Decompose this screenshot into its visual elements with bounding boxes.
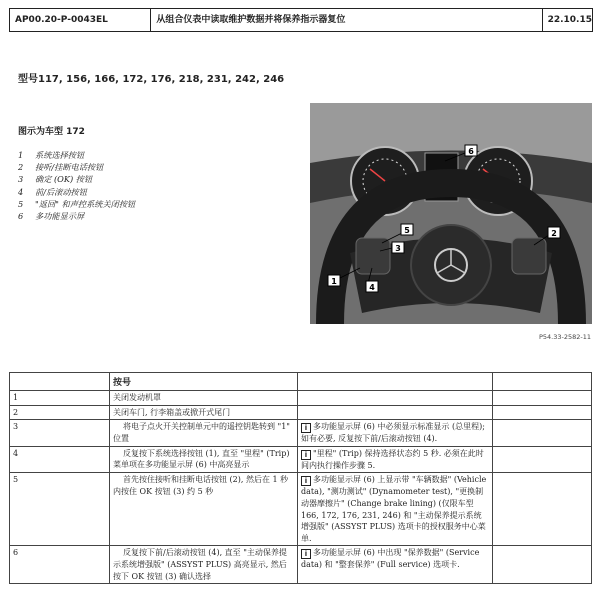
step-instruction: 反复按下前/后滚动按钮 (4), 直至 "主动保养提示系统增强版" (ASSYST PLUS) 高亮显示, 然后按下 OK 按钮 (3) 确认选择 [110,546,298,584]
doc-title: 从组合仪表中读取维护数据并将保养指示器复位 [151,9,542,31]
callout-3: 3 [395,244,401,253]
doc-id: AP00.20-P-0043EL [10,9,151,31]
step-number: 3 [10,420,110,447]
display-line-1: 57.8 [434,171,448,178]
callout-1: 1 [331,277,337,286]
legend-item: 1 系统选择按钮 [18,150,85,160]
step-instruction: 将电子点火开关控制单元中的遥控钥匙转到 "1" 位置 [110,420,298,447]
callout-5: 5 [404,226,410,235]
table-row [10,473,592,546]
step-note: 多功能显示屏 (6) 中出现 "保养数据" (Service data) 和 "整套保养" (Full service) 选项卡. [301,548,480,570]
document-header [9,8,593,32]
step-instruction: 反复按下系统选择按钮 (1), 直至 "里程" (Trip) 菜单项在多功能显示屏 (6) 中高亮显示 [110,446,298,473]
table-row [10,446,592,473]
table-row [10,405,592,420]
info-icon: i [301,549,311,559]
model-list: 型号117, 156, 166, 172, 176, 218, 231, 242, 246 [18,74,285,85]
legend-item: 4 前/后滚动按钮 [18,186,87,197]
doc-date: 22.10.15 [547,15,592,25]
legend-item: 3 确定 (OK) 按钮 [18,174,93,185]
step-number: 2 [10,405,110,420]
figure-title: 图示为车型 172 [18,127,85,137]
legend-item: 2 接听/挂断电话按钮 [18,162,104,173]
step-number: 4 [10,446,110,473]
info-icon: i [301,450,311,460]
callout-2: 2 [551,229,557,238]
step-number: 1 [10,391,110,406]
info-icon: i [301,476,311,486]
callout-4: 4 [369,283,375,292]
table-header-row [10,373,592,391]
figure-reference: P54.33-2582-11 [538,333,591,341]
steering-wheel-photo [310,103,592,324]
figure-legend [18,150,135,223]
info-icon: i [301,423,311,433]
step-number: 6 [10,546,110,584]
legend-item: 6 多功能显示屏 [18,210,85,221]
step-instruction: 关闭车门, 行李箱盖或掀开式尾门 [110,405,298,420]
step-number: 5 [10,473,110,546]
step-instruction: 首先按住接听和挂断电话按钮 (2), 然后在 1 秒内按住 OK 按钮 (3) 约 5 秒 [110,473,298,546]
procedure-table [9,372,592,584]
step-note: 多功能显示屏 (6) 上显示带 "车辆数据" (Vehicle data), "测功测试" (Dynamometer test), "更换制动器摩擦片" (Change brake lining) (仅限车型 166, 172, 176, 231, 246) 和 "主动保养提示系统增强版" (ASSYST PLUS) 选项卡的授权服务中心菜单. [301,475,487,543]
table-row [10,420,592,447]
display-line-2: 88 [437,182,445,188]
legend-item: 5 "返回" 和声控系统关闭按钮 [18,198,136,209]
step-note: "里程" (Trip) 保持选择状态约 5 秒. 必须在此时间内执行操作步骤 5. [301,448,484,470]
step-instruction: 关闭发动机罩 [110,391,298,406]
table-header-step: 按号 [110,373,298,391]
table-row [10,546,592,584]
callout-6: 6 [468,147,474,156]
step-note: 多功能显示屏 (6) 中必须显示标准显示 (总里程); 如有必要, 反复按下前/后滚动按钮 (4). [301,422,485,444]
table-row [10,391,592,406]
